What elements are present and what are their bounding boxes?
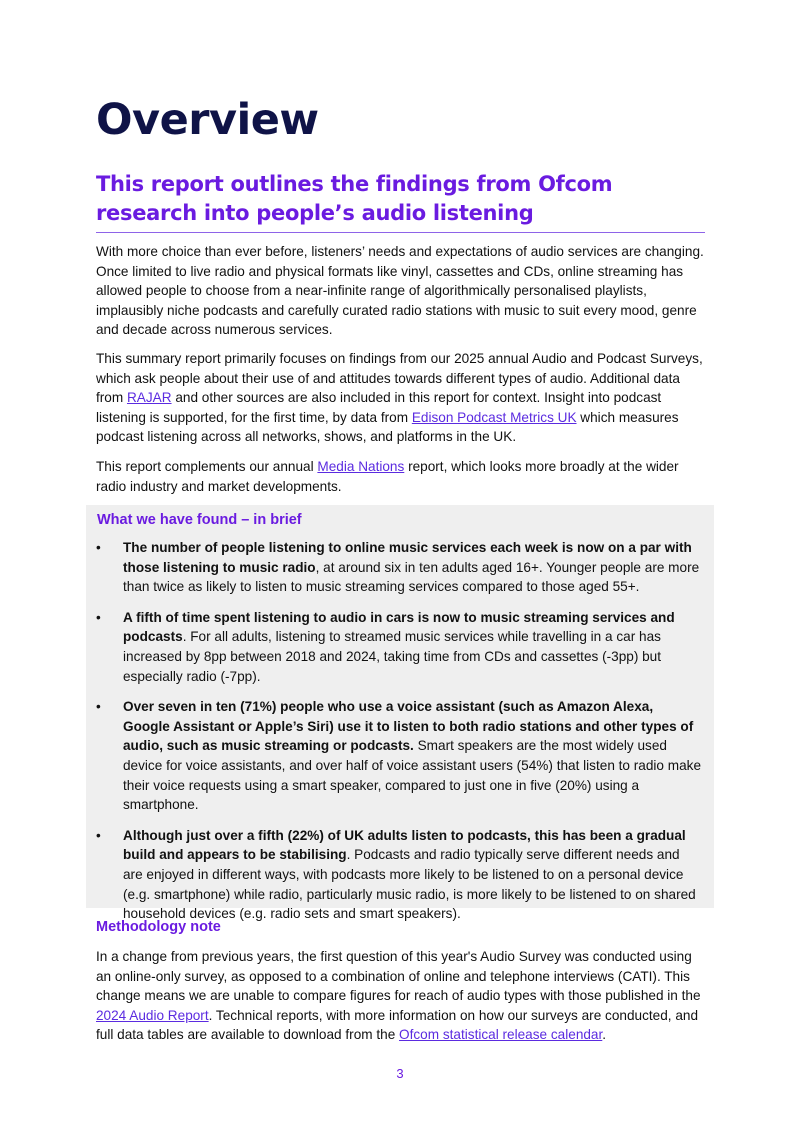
audio-report-2024-link[interactable]: 2024 Audio Report <box>96 1007 209 1023</box>
finding-headline: A fifth of time spent listening to audio in cars is now to music streaming services and podcasts <box>123 609 675 645</box>
page-number: 3 <box>396 1066 404 1081</box>
intro-p3-text-a: This report complements our annual <box>96 459 318 474</box>
methodology-text-b: . Technical reports, with more information on how our surveys are conducted, and full data tables are available to download from the <box>96 1007 698 1043</box>
intro-paragraph-1: With more choice than ever before, listeners’ needs and expectations of audio services are changing. Once limited to live radio and physical formats like vinyl, cassettes and CDs, online streaming has allowed people to choose from a near-infinite range of algorithmically personalised playlists, implausibly niche podcasts and carefully curated radio stations with music to suit every mood, genre and decade across numerous services. <box>96 244 704 338</box>
statistical-release-calendar-link[interactable]: Ofcom statistical release calendar <box>399 1027 603 1043</box>
finding-item <box>86 608 701 686</box>
finding-detail: , at around six in ten adults aged 16+. Younger people are more than twice as likely to listen to music streaming services compared to those aged 55+. <box>123 559 700 595</box>
methodology-paragraph <box>96 947 708 1045</box>
page-title: Overview <box>96 95 319 145</box>
bullet-icon: • <box>96 827 101 843</box>
bullet-icon: • <box>96 540 101 555</box>
methodology-text-a: In a change from previous years, the first question of this year's Audio Survey was conducted using an online-only survey, as opposed to a combination of online and telephone interviews (CATI). This change means we are unable to compare figures for reach of audio types with those published in the <box>96 949 701 1004</box>
finding-headline: The number of people listening to online music services each week is now on a par with those listening to music radio <box>123 540 692 575</box>
bullet-icon: • <box>96 609 101 625</box>
findings-list <box>86 538 714 935</box>
intro-p2-text-b: and other sources are also included in this report for context. Insight into podcast listening is supported, for the first time, by data from <box>96 390 662 425</box>
media-nations-link[interactable]: Media Nations <box>317 459 405 474</box>
bullet-icon: • <box>96 699 101 715</box>
section-subtitle: This report outlines the findings from Ofcom research into people’s audio listening <box>96 172 613 225</box>
rajar-link[interactable]: RAJAR <box>126 390 172 406</box>
finding-headline: Although just over a fifth (22%) of UK adults listen to podcasts, this has been a gradual build and appears to be stabilising <box>123 827 686 863</box>
methodology-heading: Methodology note <box>96 919 221 935</box>
subtitle-divider <box>96 232 705 233</box>
findings-box <box>86 505 714 922</box>
methodology-text-c: . <box>602 1027 607 1043</box>
finding-item <box>86 826 701 924</box>
intro-p2-text-a: This summary report primarily focuses on findings from our 2025 annual Audio and Podcast Surveys, which ask people about their use of and attitudes towards different types of audio. Additional data from <box>96 351 703 406</box>
finding-item <box>86 538 701 597</box>
finding-headline: Over seven in ten (71%) people who use a voice assistant (such as Amazon Alexa, Google Assistant or Apple’s Siri) use it to listen to both radio stations and other types of audio, such as music streaming or podcasts. <box>123 699 694 754</box>
findings-heading: What we have found – in brief <box>97 512 302 528</box>
edison-podcast-metrics-link[interactable]: Edison Podcast Metrics UK <box>411 409 577 425</box>
intro-p3-text-b: report, which looks more broadly at the wider radio industry and market developments. <box>96 459 679 494</box>
finding-detail: Smart speakers are the most widely used device for voice assistants, and over half of voice assistant users (54%) that listen to radio make their voice requests using a smart speaker, compared to just one in five (20%) using a smartphone. <box>123 738 702 813</box>
intro-p2-text-c: which measures podcast listening across all networks, shows, and platforms in the UK. <box>96 409 679 445</box>
finding-item <box>86 697 701 815</box>
finding-detail: . For all adults, listening to streamed music services while travelling in a car has increased by 8pp between 2018 and 2024, taking time from CDs and cassettes (-3pp) but especially radio (-7pp). <box>123 629 662 684</box>
intro-paragraph-3 <box>96 457 708 496</box>
intro-paragraph-2 <box>96 349 708 447</box>
finding-detail: . Podcasts and radio typically serve different needs and are enjoyed in different ways, with podcasts more likely to be listened to on a personal device (e.g. smartphone) while radio, particularly music radio, is more likely to be listened to on shared household devices (e.g. radio sets and smart speakers). <box>123 847 696 922</box>
